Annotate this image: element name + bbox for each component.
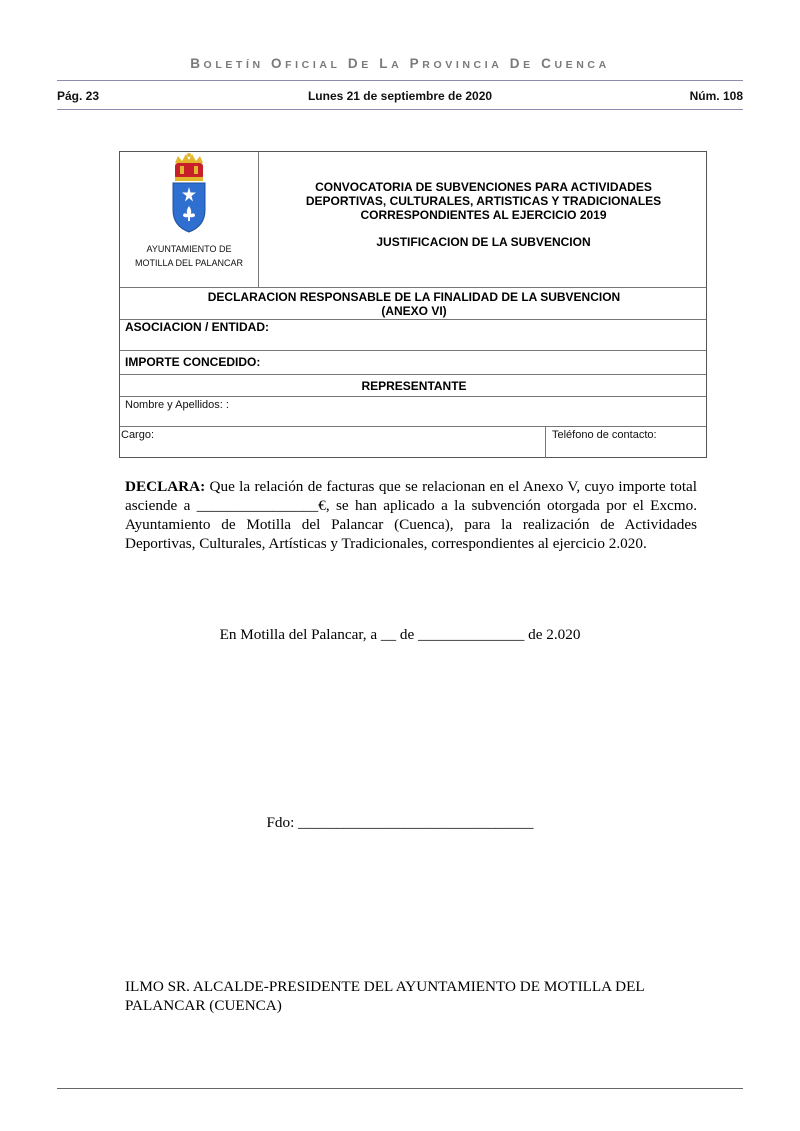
title-line-1: CONVOCATORIA DE SUBVENCIONES PARA ACTIVIDADES <box>315 180 652 194</box>
page-number: Pág. 23 <box>57 89 100 103</box>
issue-number: Núm. 108 <box>689 89 743 103</box>
declaration-title-line-2: (ANEXO VI) <box>381 304 447 318</box>
row-divider <box>120 396 706 397</box>
declara-body: Que la relación de facturas que se relacionan en el Anexo V, cuyo importe total asciende a ________________€, se han aplicado a la subvención otorgada por el Excmo. Ayuntamiento de Motilla del Palancar (Cuenca), para la realización de Actividades Deportivas, Culturales, Artísticas y Tradicionales, correspondientes al ejercicio 2.020. <box>125 478 697 552</box>
coat-of-arms-icon <box>172 152 206 236</box>
header-rule <box>57 80 743 81</box>
declaration-form <box>119 151 707 458</box>
row-divider <box>120 287 706 288</box>
addressee: ILMO SR. ALCALDE-PRESIDENTE DEL AYUNTAMIENTO DE MOTILLA DEL PALANCAR (CUENCA) <box>125 978 645 1014</box>
bulletin-masthead: BOLETÍN OFICIAL DE LA PROVINCIA DE CUENCA <box>190 56 610 71</box>
row-divider <box>120 426 706 427</box>
caption-line-1: AYUNTAMIENTO DE <box>146 244 232 254</box>
publication-date: Lunes 21 de septiembre de 2020 <box>307 89 493 103</box>
caption-line-2: MOTILLA DEL PALANCAR <box>134 258 244 268</box>
entity-label: ASOCIACION / ENTIDAD: <box>125 320 269 334</box>
place-and-date: En Motilla del Palancar, a __ de ______________ de 2.020 <box>219 626 581 643</box>
header-rule-lower <box>57 109 743 110</box>
row-divider <box>120 350 706 351</box>
footer-rule <box>57 1088 743 1089</box>
declaration-title <box>120 290 708 318</box>
form-subtitle: JUSTIFICACION DE LA SUBVENCION <box>376 235 591 249</box>
form-title <box>259 180 708 249</box>
declara-label: DECLARA: <box>125 478 206 495</box>
municipality-caption <box>120 242 258 270</box>
row-divider <box>120 374 706 375</box>
declaration-title-line-1: DECLARACION RESPONSABLE DE LA FINALIDAD DE LA SUBVENCION <box>207 290 621 304</box>
phone-divider <box>545 426 546 458</box>
signature-line: Fdo: _______________________________ <box>266 814 534 831</box>
phone-label: Teléfono de contacto: <box>552 429 657 441</box>
municipal-logo-cell <box>120 152 258 287</box>
representative-heading: REPRESENTANTE <box>361 379 467 393</box>
declaration-text <box>125 477 697 553</box>
title-line-2: DEPORTIVAS, CULTURALES, ARTISTICAS Y TRADICIONALES <box>305 194 662 208</box>
position-label: Cargo: <box>121 429 155 441</box>
amount-label: IMPORTE CONCEDIDO: <box>125 355 261 369</box>
name-label: Nombre y Apellidos: : <box>125 399 229 411</box>
title-line-3: CORRESPONDIENTES AL EJERCICIO 2019 <box>360 208 607 222</box>
